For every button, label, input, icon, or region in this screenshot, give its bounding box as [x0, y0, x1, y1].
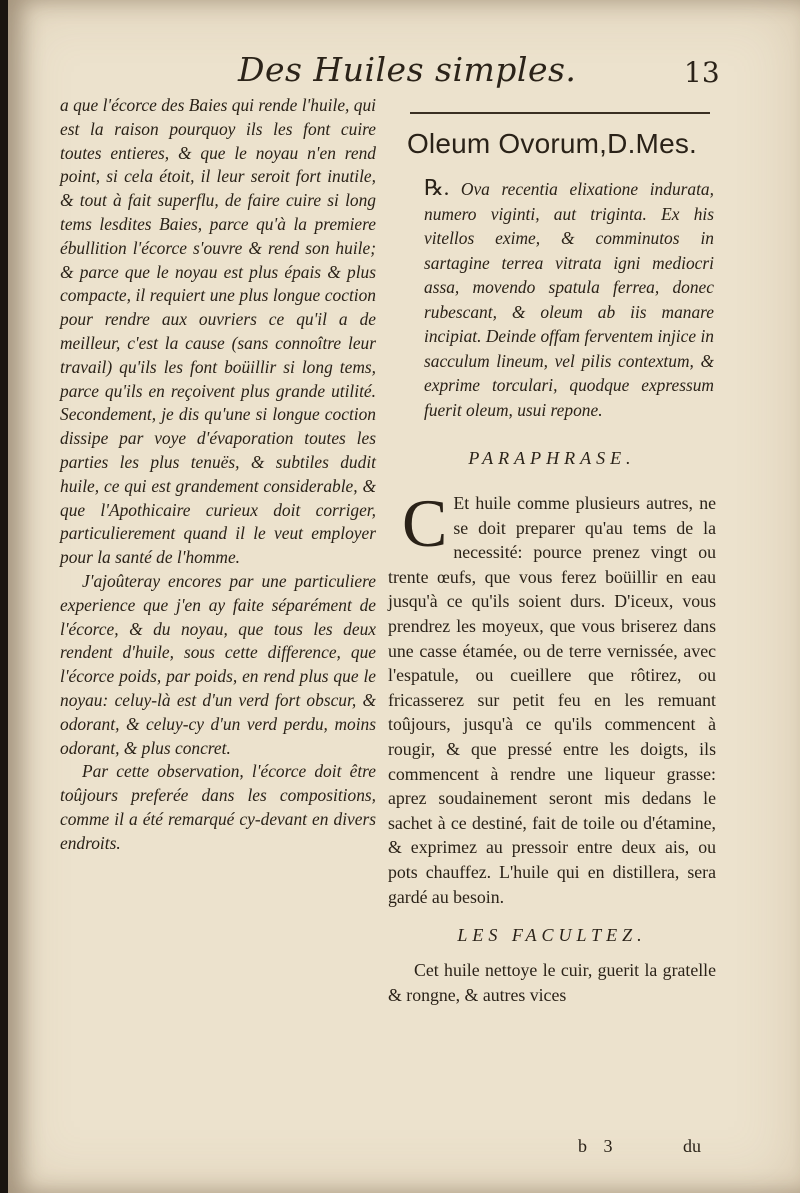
- drop-cap: C: [402, 485, 448, 561]
- left-paragraph-1: a que l'écorce des Baies qui rende l'huile, qui est la raison pourquoy ils les font cuire toutes entieres, & que le noyau n'en rend point, si cela étoit, il leur seroit fort inutile, & tout à fait superflu, de faire cuire si long tems lesdites Baies, parce qu'à la premiere ébullition l'écorce s'ouvre & rend son huile; & parce que le noyau est plus épais & plus compacte, il requiert une plus longue coction pour rendre aux ouvriers ce qu'il a de meilleur, c'est la cause (sans connoître leur travail) qu'ils les font boüillir si long tems, parce qu'ils en reçoivent plus grande utilité. Secondement, je dis qu'une si longue coction dissipe par voye d'évaporation toutes les parties les plus tenuës, & subtiles dudit huile, ce qui est grandement considerable, & que l'Apothicaire curieux doit corriger, particulierement quand il le veut employer pour la santé de l'homme.: [60, 95, 376, 568]
- left-column: [60, 94, 376, 856]
- recipe-text: Ova recentia elixatione indurata, numero viginti, aut triginta. Ex his vitellos exime, & comminutos in sartagine terrea vitrata igni mediocri assa, movendo spatula ferrea, donec rubescant, & oleum ab iis manare incipiat. Deinde offam ferventem injice in sacculum lineum, vel pilis contextum, & exprime torculari, quodque expressum fuerit oleum, usui repone.: [424, 179, 714, 420]
- paraphrase-heading: PARAPHRASE.: [468, 448, 636, 468]
- book-page: [8, 0, 800, 1193]
- facultez-heading: LES FACULTEZ.: [457, 925, 647, 946]
- left-paragraph-3: Par cette observation, l'écorce doit être toûjours preferée dans les compositions, comme il a été remarqué cy-devant en divers endroits.: [60, 761, 376, 853]
- left-paragraph-2: J'ajoûteray encores par une particuliere experience que j'en ay faite séparément de l'écorce, & du noyau, que tous les deux rendent d'huile, sous cette difference, que l'écorce poids, par poids, en rend plus que le noyau: celuy-là est d'un verd fort obscur, & odorant, & celuy-cy d'un verd perdu, moins odorant, & plus concret.: [60, 570, 376, 758]
- horizontal-rule: [410, 112, 710, 114]
- recipe-symbol: ℞.: [424, 175, 450, 200]
- paraphrase-text: Et huile comme plusieurs autres, ne se doit preparer qu'au tems de la necessité: pource prenez vingt ou trente œufs, que vous ferez boüillir en eau jusqu'à ce qu'ils soient durs. D'iceux, vous prendrez les moyeux, que vous briserez dans une casse étamée, ou de terre vernissée, avec l'espatule, ou cueillere que rôtirez, ou fricasserez sur petit feu en les remuant toûjours, jusqu'à ce qu'ils commencent à rougir, & que pressé entre les doigts, ils commencent à rendre une liqueur grasse: aprez soudainement seront mis dedans le sachet à ce destiné, fait de toile ou d'étamine, & exprimez au pressoir entre deux ais, ou pots chauffez. L'huile qui en distillera, sera gardé au besoin.: [388, 493, 716, 907]
- running-head-title: Des Huiles simples.: [238, 50, 577, 89]
- facultez-text: Cet huile nettoye le cuir, guerit la gratelle & rongne, & autres vices: [388, 960, 716, 1005]
- recipe-title: Oleum Ovorum,D.Mes.: [406, 128, 698, 159]
- page-number: 13: [684, 56, 720, 89]
- paraphrase-paragraph: [388, 485, 716, 909]
- right-column: [388, 112, 716, 1007]
- catchword: du: [683, 1136, 701, 1156]
- signature-mark: b 3: [578, 1136, 619, 1156]
- latin-recipe: [424, 176, 714, 422]
